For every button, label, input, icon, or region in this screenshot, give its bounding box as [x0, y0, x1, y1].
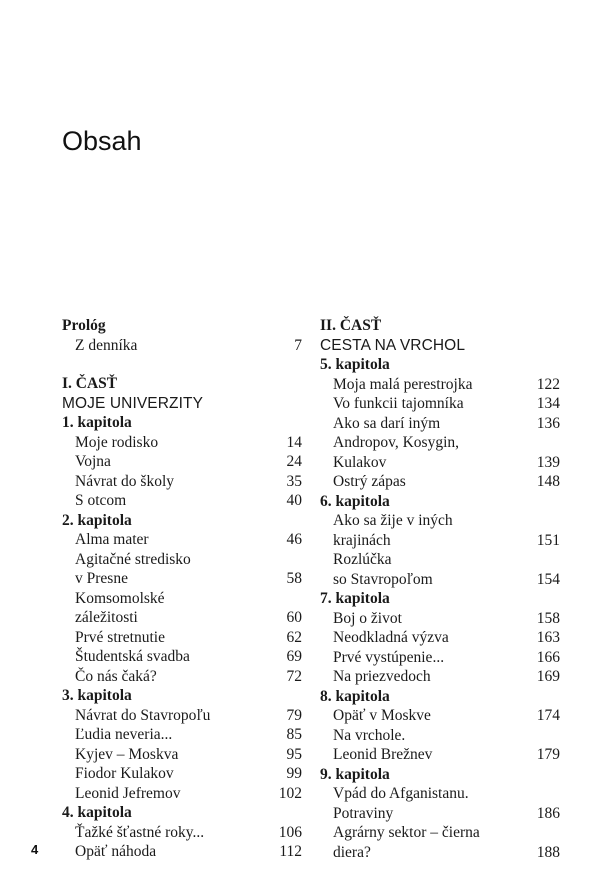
toc-entry: [62, 336, 302, 356]
toc-entry-text: Ako sa darí iným: [333, 414, 441, 432]
toc-page-number: 186: [536, 804, 560, 822]
toc-page-number: 95: [286, 745, 302, 763]
toc-entry-text: Študentská svadba: [75, 648, 190, 665]
toc-part-title: [320, 336, 560, 356]
toc-entry-text: diera?: [333, 843, 371, 861]
toc-entry: [62, 706, 302, 726]
toc-page-number: 72: [286, 667, 302, 685]
toc-part-title-text: CESTA NA VRCHOL: [320, 336, 466, 354]
toc-entry-text: záležitosti: [75, 609, 138, 626]
toc-heading-text: 2. kapitola: [62, 511, 132, 529]
toc-entry: [320, 511, 560, 531]
toc-entry-text: Andropov, Kosygin,: [333, 434, 460, 451]
toc-page-number: 58: [286, 570, 302, 587]
toc-entry-text: Leonid Jefremov: [75, 784, 181, 802]
toc-entry: [62, 472, 302, 492]
toc-entry: [320, 648, 560, 668]
toc-entry-text: Rozlúčka: [333, 551, 392, 568]
toc-heading: [62, 413, 302, 433]
toc-page-number: 139: [536, 453, 560, 471]
toc-entry: [320, 784, 560, 804]
toc-entry: [320, 472, 560, 492]
page-title: Obsah: [62, 126, 142, 156]
toc-entry-text: Vpád do Afganistanu.: [333, 785, 469, 802]
toc-entry-text: Ľudia neveria...: [75, 726, 173, 743]
toc-heading: [62, 803, 302, 823]
toc-entry-text: krajinách: [333, 531, 391, 549]
toc-entry: [320, 628, 560, 648]
toc-page-number: 35: [286, 472, 302, 490]
toc-heading-text: 7. kapitola: [320, 590, 390, 607]
toc-entry-text: Opäť v Moskve: [333, 707, 431, 724]
toc-entry: [62, 530, 302, 550]
toc-heading: [320, 765, 560, 785]
toc-page-number: 188: [536, 843, 560, 861]
toc-entry: [320, 414, 560, 434]
toc-entry: [62, 725, 302, 745]
toc-entry: [320, 531, 560, 551]
toc-page-number: 174: [536, 707, 560, 724]
toc-spacer: [62, 355, 302, 374]
toc-entry: [320, 550, 560, 570]
toc-entry-text: S otcom: [75, 492, 127, 509]
toc-page-number: 151: [536, 531, 560, 549]
toc-heading: [320, 316, 560, 336]
toc-entry-text: so Stavropoľom: [333, 570, 433, 588]
toc-entry: [62, 745, 302, 765]
toc-entry: [320, 667, 560, 687]
toc-entry: [62, 784, 302, 804]
toc-entry-text: Potraviny: [333, 804, 394, 822]
toc-entry: [320, 570, 560, 590]
toc-heading-text: 4. kapitola: [62, 804, 132, 821]
toc-page-number: 148: [536, 473, 560, 490]
toc-entry: [62, 628, 302, 648]
toc-page-number: 79: [286, 706, 302, 724]
toc-heading: [320, 589, 560, 609]
toc-part-title: [62, 394, 302, 414]
toc-entry-text: Prvé vystúpenie...: [333, 648, 445, 666]
toc-page-number: 112: [279, 843, 302, 860]
toc-entry: [62, 569, 302, 589]
toc-entry: [62, 491, 302, 511]
toc-entry: [320, 609, 560, 629]
toc-page-number: 158: [536, 609, 560, 627]
toc-heading: [320, 492, 560, 512]
toc-heading-text: 1. kapitola: [62, 414, 132, 431]
toc-page-number: 163: [536, 629, 560, 646]
toc-entry-text: Na vrchole.: [333, 726, 406, 744]
toc-page-number: 60: [286, 609, 302, 626]
toc-entry: [320, 843, 560, 863]
toc-entry: [62, 842, 302, 862]
toc-entry-text: Boj o život: [333, 609, 402, 627]
toc-entry-text: Ostrý zápas: [333, 473, 406, 490]
toc-page-number: 136: [536, 414, 560, 432]
toc-entry-text: Alma mater: [75, 531, 149, 548]
toc-page-number: 7: [294, 336, 302, 354]
toc-entry: [320, 745, 560, 765]
toc-page-number: 46: [286, 531, 302, 548]
toc-entry: [62, 433, 302, 453]
toc-page-number: 69: [286, 648, 302, 665]
toc-heading-text: 9. kapitola: [320, 765, 390, 783]
toc-entry: [320, 804, 560, 824]
toc-entry-text: Kyjev – Moskva: [75, 745, 179, 763]
toc-entry: [62, 823, 302, 843]
toc-heading: [62, 686, 302, 706]
toc-entry-text: Vojna: [75, 453, 111, 470]
toc-page-number: 166: [536, 648, 560, 666]
toc-entry-text: Kulakov: [333, 453, 387, 471]
toc-entry-text: Fiodor Kulakov: [75, 765, 174, 782]
toc-entry: [62, 764, 302, 784]
toc-heading-text: Prológ: [62, 317, 106, 334]
toc-page-number: 169: [536, 668, 560, 685]
toc-page-number: 14: [286, 433, 302, 451]
toc-entry-text: Agitačné stredisko: [75, 550, 191, 568]
toc-entry-text: Návrat do Stavropoľu: [75, 706, 211, 724]
toc-entry: [320, 726, 560, 746]
toc-page-number: 102: [278, 784, 302, 802]
toc-heading: [320, 355, 560, 375]
toc-entry: [62, 608, 302, 628]
toc-entry-text: Opäť náhoda: [75, 843, 157, 860]
toc-entry-text: Leonid Brežnev: [333, 746, 433, 763]
toc-column-right: [320, 316, 560, 862]
toc-page-number: 62: [286, 628, 302, 646]
toc-page-number: 99: [286, 765, 302, 782]
toc-entry-text: Prvé stretnutie: [75, 628, 165, 646]
toc-heading-text: 8. kapitola: [320, 687, 390, 705]
toc-entry-text: Z denníka: [75, 336, 138, 354]
toc-entry-text: Agrárny sektor – čierna: [333, 824, 480, 841]
toc-entry-text: Moje rodisko: [75, 433, 159, 451]
toc-entry: [62, 589, 302, 609]
toc-heading-text: II. ČASŤ: [320, 317, 382, 334]
toc-heading: [320, 687, 560, 707]
toc-entry-text: Na priezvedoch: [333, 668, 431, 685]
toc-entry-text: Moja malá perestrojka: [333, 375, 473, 393]
toc-entry: [320, 394, 560, 414]
toc-entry-text: Ťažké šťastné roky...: [75, 823, 205, 841]
toc-page-number: 134: [536, 395, 560, 412]
toc-entry: [320, 453, 560, 473]
toc-entry-text: Komsomolské: [75, 589, 165, 607]
toc-page-number: 154: [536, 570, 560, 588]
toc-column-left: [62, 316, 302, 862]
toc-heading-text: 6. kapitola: [320, 492, 390, 510]
toc-page-number: 85: [286, 726, 302, 743]
toc-entry: [62, 667, 302, 687]
toc-entry: [62, 452, 302, 472]
toc-page-number: 179: [536, 746, 560, 763]
toc-entry: [320, 433, 560, 453]
toc-entry-text: Neodkladná výzva: [333, 629, 449, 646]
toc-entry: [62, 550, 302, 570]
toc-entry-text: v Presne: [75, 570, 128, 587]
toc-heading-text: 5. kapitola: [320, 356, 390, 373]
toc-page-number: 122: [536, 375, 560, 393]
toc-page-number: 106: [278, 823, 302, 841]
toc-entry-text: Vo funkcii tajomníka: [333, 395, 464, 412]
toc-heading: [62, 316, 302, 336]
page-number: 4: [31, 842, 39, 857]
toc-page-number: 24: [286, 453, 302, 470]
toc-part-title-text: MOJE UNIVERZITY: [62, 394, 204, 412]
toc-entry-text: Čo nás čaká?: [75, 667, 157, 685]
toc-entry-text: Ako sa žije v iných: [333, 512, 453, 529]
toc-page-number: 40: [286, 492, 302, 509]
toc-heading-text: 3. kapitola: [62, 687, 132, 704]
toc-entry: [320, 823, 560, 843]
toc-entry: [320, 375, 560, 395]
toc-heading: [62, 511, 302, 531]
toc-heading-text: I. ČASŤ: [62, 375, 118, 392]
toc-entry-text: Návrat do školy: [75, 472, 175, 490]
toc-entry: [62, 647, 302, 667]
toc-heading: [62, 374, 302, 394]
toc-entry: [320, 706, 560, 726]
